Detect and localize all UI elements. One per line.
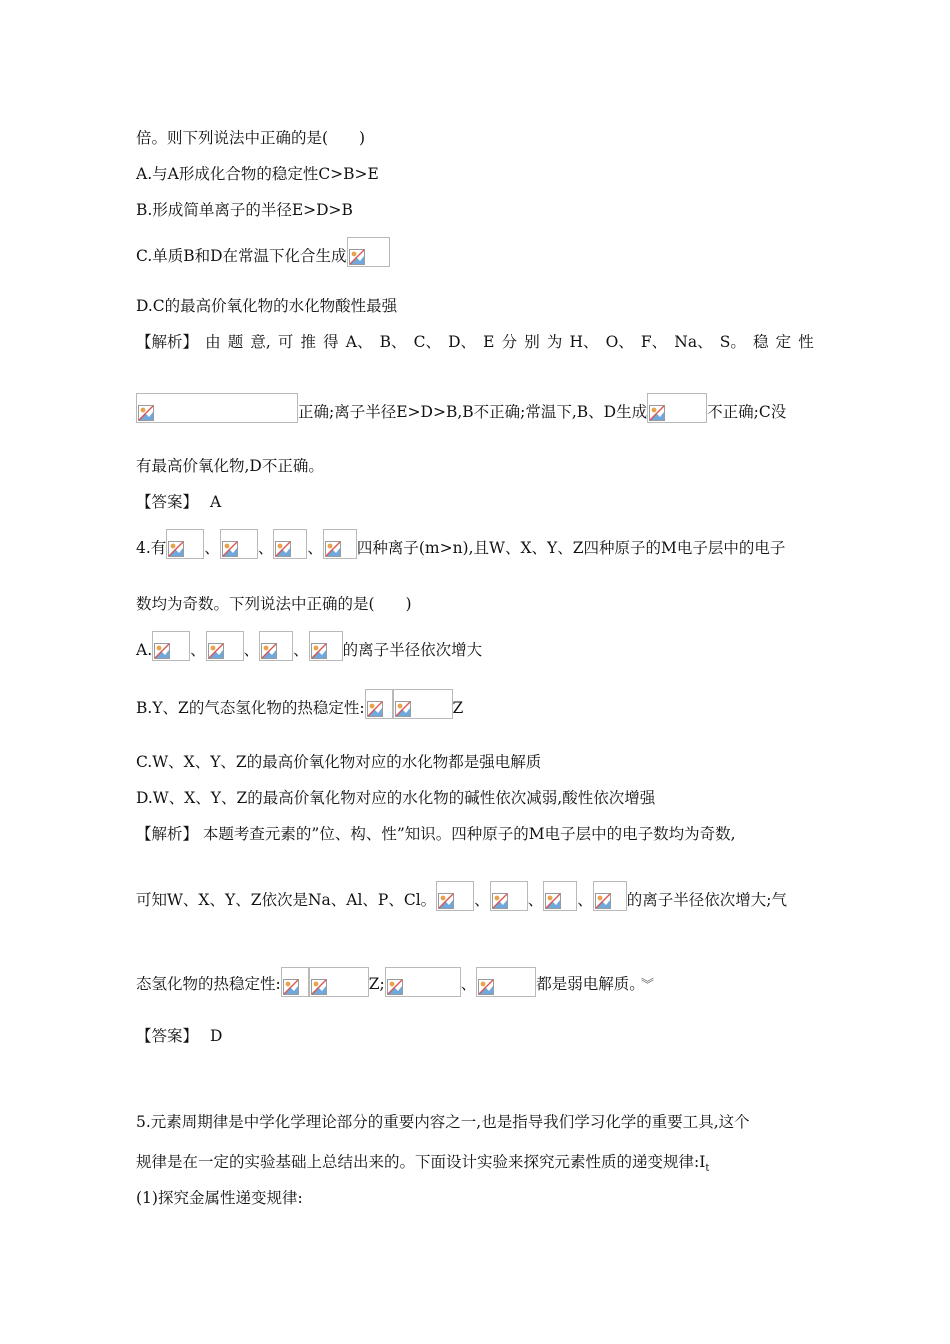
answer-value: D: [210, 1027, 223, 1045]
analysis-token: 别: [524, 333, 540, 351]
artifact-mark-sub: t: [705, 1163, 710, 1175]
q4-option-d: D.W、X、Y、Z的最高价氧化物对应的水化物的碱性依次减弱,酸性依次增强: [136, 789, 656, 807]
formula-image: [347, 237, 390, 267]
image-placeholder-icon: [208, 643, 224, 659]
artifact-mark: Ⅰ: [699, 1153, 706, 1171]
option-a: A.与A形成化合物的稳定性C>B>E: [136, 165, 379, 183]
image-placeholder-icon: [478, 979, 494, 995]
ion-image: [323, 529, 357, 559]
analysis-text: 都是弱电解质。: [536, 975, 638, 993]
analysis-token: S。: [719, 333, 746, 351]
separator: 、: [307, 539, 323, 557]
ion-image: [220, 529, 258, 559]
ion-image: [543, 881, 577, 911]
analysis-token: A、: [345, 333, 373, 351]
formula-image: [647, 393, 707, 423]
analysis-token: 得: [323, 333, 339, 351]
image-placeholder-icon: [275, 541, 291, 557]
analysis-line-2: [136, 393, 786, 423]
analysis-2-line-3: [136, 967, 654, 997]
analysis-token: D、: [448, 333, 477, 351]
ion-image: [152, 631, 190, 661]
analysis-line-3: 有最高价氧化物,D不正确。: [136, 457, 324, 475]
q4-text: 四种离子(m>n),且W、X、Y、Z四种原子的M电子层中的电子: [356, 539, 786, 557]
image-placeholder-icon: [349, 249, 365, 265]
analysis-text: 正确;离子半径E>D>B,B不正确;常温下,B、D生成: [298, 403, 648, 421]
analysis-token: 性: [798, 333, 814, 351]
formula-image: [385, 967, 461, 997]
analysis-text: 可知W、X、Y、Z依次是Na、Al、P、Cl。: [136, 891, 437, 909]
answer-label: 【答案】: [136, 493, 199, 511]
separator: 、: [474, 891, 490, 909]
ion-image: [436, 881, 474, 911]
separator: 、: [577, 891, 593, 909]
answer-value: A: [210, 493, 222, 511]
analysis-text: 态氢化物的热稳定性:: [136, 975, 281, 993]
q4-text: Z: [452, 699, 464, 717]
analysis-2-line-2: [136, 881, 787, 911]
separator: 、: [527, 891, 544, 909]
analysis-token: 定: [775, 333, 792, 351]
ion-image: [166, 529, 204, 559]
formula-image: [309, 967, 369, 997]
image-placeholder-icon: [387, 979, 403, 995]
ion-image: [259, 631, 293, 661]
analysis-2-line-1: 【解析】 本题考查元素的”位、构、性”知识。四种原子的M电子层中的电子数均为奇数,: [136, 825, 736, 843]
image-placeholder-icon: [438, 893, 454, 909]
question-4-line-1: [136, 529, 785, 559]
formula-image: [476, 967, 536, 997]
image-placeholder-icon: [311, 979, 327, 995]
ion-image: [206, 631, 244, 661]
analysis-token: B、: [379, 333, 407, 351]
ion-image: [273, 529, 307, 559]
analysis-token: 分: [501, 333, 518, 351]
analysis-token: E: [483, 333, 495, 351]
analysis-token: 题: [227, 333, 244, 351]
question-5-line-1: 5.元素周期律是中学化学理论部分的重要内容之一,也是指导我们学习化学的重要工具,这个: [136, 1113, 750, 1131]
image-placeholder-icon: [154, 643, 170, 659]
image-placeholder-icon: [325, 541, 341, 557]
image-placeholder-icon: [261, 643, 277, 659]
ion-image: [490, 881, 528, 911]
analysis-text: 不正确;C没: [707, 403, 787, 421]
analysis-token: F、: [640, 333, 668, 351]
analysis-token: 【解析】: [136, 333, 199, 351]
answer-line-2: [136, 1025, 222, 1047]
image-placeholder-icon: [595, 893, 611, 909]
separator: 、: [293, 641, 309, 659]
analysis-token: Na、: [674, 333, 713, 351]
formula-image: [365, 689, 393, 719]
q4-text: A.: [136, 641, 153, 659]
question-4-line-2: 数均为奇数。下列说法中正确的是( ): [136, 595, 412, 613]
formula-image: [393, 689, 453, 719]
q4-option-b: [136, 689, 463, 719]
image-placeholder-icon: [492, 893, 508, 909]
option-c-text: C.单质B和D在常温下化合生成: [136, 247, 347, 265]
ion-image: [593, 881, 627, 911]
analysis-line-1: [136, 331, 814, 353]
image-placeholder-icon: [138, 405, 154, 421]
analysis-text: Z;: [368, 975, 385, 993]
image-placeholder-icon: [311, 643, 327, 659]
analysis-token: 意,: [250, 333, 271, 351]
analysis-token: 推: [300, 333, 317, 351]
image-placeholder-icon: [283, 979, 299, 995]
artifact-mark: ︾: [641, 978, 655, 993]
q4-text: 的离子半径依次增大: [342, 641, 483, 659]
analysis-token: 稳: [752, 333, 769, 351]
separator: 、: [257, 539, 274, 557]
separator: 、: [190, 641, 206, 659]
image-placeholder-icon: [545, 893, 561, 909]
image-placeholder-icon: [367, 701, 383, 717]
question-5-line-2: [136, 1151, 709, 1180]
formula-image: [281, 967, 309, 997]
q4-option-a: [136, 631, 482, 661]
image-placeholder-icon: [168, 541, 184, 557]
analysis-token: 可: [277, 333, 294, 351]
q4-option-c: C.W、X、Y、Z的最高价氧化物对应的水化物都是强电解质: [136, 753, 542, 771]
image-placeholder-icon: [395, 701, 411, 717]
analysis-text: 的离子半径依次增大;气: [626, 891, 787, 909]
answer-label: 【答案】: [136, 1027, 199, 1045]
analysis-token: H、: [569, 333, 599, 351]
analysis-token: 由: [205, 333, 221, 351]
option-d: D.C的最高价氧化物的水化物酸性最强: [136, 297, 398, 315]
separator: 、: [204, 539, 220, 557]
formula-image: [136, 393, 298, 423]
q4-text: B.Y、Z的气态氢化物的热稳定性:: [136, 699, 365, 717]
ion-image: [309, 631, 343, 661]
analysis-token: 为: [546, 333, 563, 351]
q4-text: 4.有: [136, 539, 167, 557]
image-placeholder-icon: [649, 405, 665, 421]
image-placeholder-icon: [222, 541, 238, 557]
q5-text: 规律是在一定的实验基础上总结出来的。下面设计实验来探究元素性质的递变规律:: [136, 1153, 700, 1171]
analysis-token: C、: [413, 333, 441, 351]
separator: 、: [243, 641, 260, 659]
option-c: [136, 237, 390, 267]
question-5-line-3: (1)探究金属性递变规律:: [136, 1189, 303, 1207]
separator: 、: [460, 975, 477, 993]
text-line: 倍。则下列说法中正确的是( ): [136, 129, 366, 147]
option-b: B.形成简单离子的半径E>D>B: [136, 201, 353, 219]
analysis-token: O、: [605, 333, 634, 351]
answer-line: [136, 491, 221, 513]
